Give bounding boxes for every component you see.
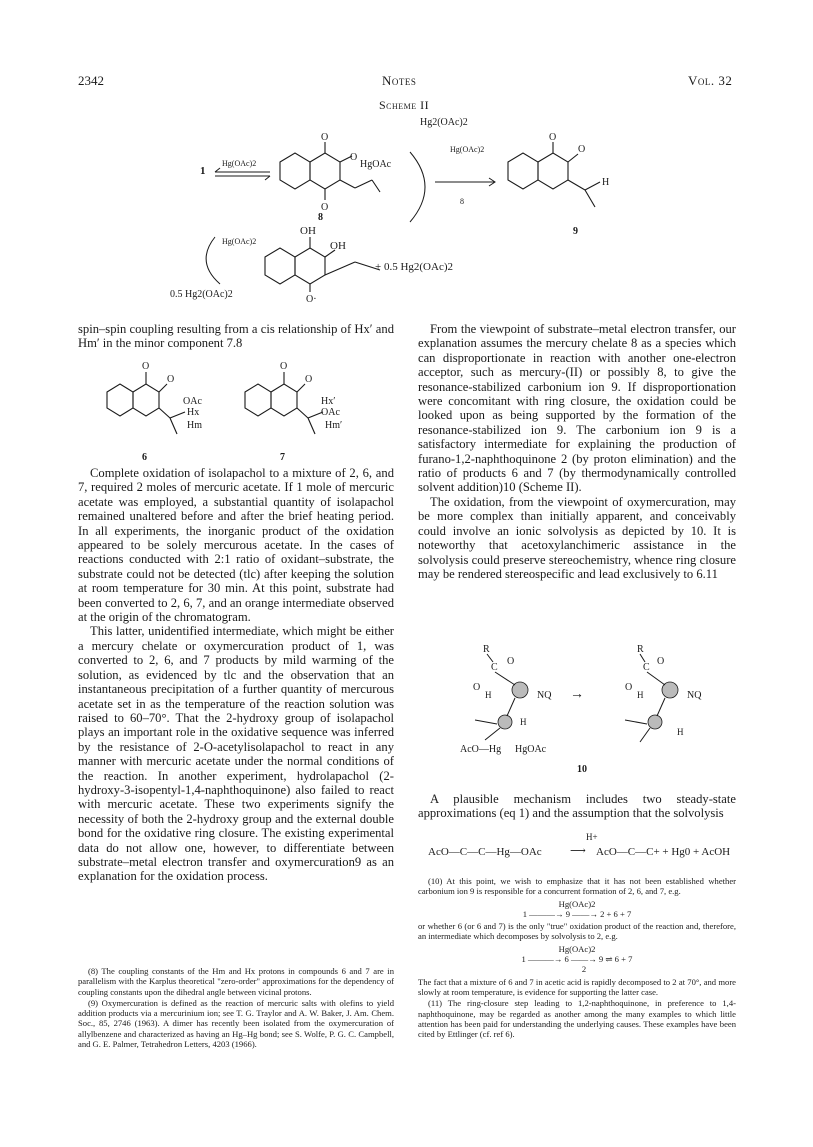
svg-text:H: H	[602, 177, 610, 188]
compound-1-label: 1	[200, 165, 206, 177]
label-7: 7	[280, 452, 285, 463]
svg-text:NQ: NQ	[537, 690, 552, 701]
fn10-scheme-2-below: 2	[581, 964, 587, 975]
fn10-scheme-2-reagent: Hg(OAc)2	[558, 943, 596, 954]
oh-1: OH	[300, 225, 316, 237]
plus-hg2: + 0.5 Hg2(OAc)2	[375, 261, 453, 273]
svg-text:R: R	[637, 644, 644, 655]
eq1-rhs: AcO—C—C+ + Hg0 + AcOH	[596, 846, 731, 858]
hm-6: Hm	[187, 420, 202, 431]
scheme-title: Scheme II	[379, 98, 430, 112]
fn10-scheme-1-text: 1 ———→ 9 ——→ 2 + 6 + 7	[522, 908, 632, 919]
volume-label: Vol. 32	[688, 73, 733, 88]
eq1-hplus: H+	[586, 832, 598, 842]
footnote-11: (11) The ring-closure step leading to 1,2-naphthoquinone, in preference to 1,4-naphthoquinone, may be regarded as another among the many examples to which little attention has been paid for understanding the underlying causes. These examples have been cited by Ettlinger (cf. ref 6).	[418, 998, 736, 1040]
svg-text:O: O	[473, 682, 481, 693]
svg-text:H: H	[485, 690, 492, 700]
footnote-10a: (10) At this point, we wish to emphasize that it has not been established whether carbonium ion 9 is responsible for a concurrent formation of 2, 6, and 7, e.g.	[418, 876, 736, 897]
bottom-product: 0.5 Hg2(OAc)2	[170, 289, 233, 300]
svg-text:8: 8	[460, 197, 464, 206]
left-column-body	[78, 466, 394, 884]
left-paragraph-2: This latter, unidentified intermediate, which might be either a mercury chelate or oxymercuration product of 1, was converted to 2, 6, and 7 products by mild warming of the solution, as evidenced by tlc and the observation that an instantaneous precipitation of a further quantity of mercurous acetate set in as the temperature of the reaction solution was raised to 60–70°. That the 2-hydroxy group of isolapachol plays an important role in the oxidative sequence was inferred by the resistance of 2-O-acetylisolapachol to react in any manner with mercuric acetate under the normal conditions of the reaction. In another experiment, hydrolapachol (2-hydroxy-3-isopentyl-1,4-naphthoquinone) also failed to react with mercuric acetate. These two experiments signify the necessity of both the 2-hydroxy group and the external double bond for the oxidative ring closure. The existing experimental data do not allow one, however, to differentiate between substrate–metal electron transfer and oxymercuration9 as an explanation for the oxidation process.	[78, 624, 394, 884]
reaction-arrow-10: →	[570, 687, 584, 702]
oac-6: OAc	[183, 396, 202, 407]
equation-1	[428, 832, 738, 868]
svg-text:R: R	[483, 644, 490, 655]
right-footnotes	[418, 876, 736, 1040]
oac-7: OAc	[321, 407, 340, 418]
svg-text:O: O	[507, 656, 515, 667]
label-6: 6	[142, 452, 147, 463]
o-radical: O·	[306, 294, 317, 305]
right-paragraph-3: A plausible mechanism includes two steady-state approximations (eq 1) and the assumption that the solvolysis	[418, 792, 736, 821]
svg-text:H: H	[637, 690, 644, 700]
svg-text:O: O	[350, 152, 358, 163]
hx-7: Hx′	[321, 396, 336, 407]
right-paragraph-2: The oxidation, from the viewpoint of oxymercuration, may be more complex than initially apparent, and conceivably could involve an ionic solvolysis as depicted by 10. It is noteworthy that acetoxylanchimeric assistance in the solvolysis could preserve stereochemistry, whence ring closure may be rendered stereospecific and lead exclusively to 6.11	[418, 494, 736, 581]
svg-text:C: C	[643, 662, 650, 673]
compound-8-structure	[280, 142, 380, 200]
svg-text:O: O	[625, 682, 633, 693]
scheme-ii-figure	[150, 112, 710, 312]
footnote-10c: The fact that a mixture of 6 and 7 in acetic acid is rapidly decomposed to 2 at 70°, and more slowly at room temperature, is evidence for supporting the latter case.	[418, 976, 736, 997]
left-footnotes	[78, 966, 394, 1050]
svg-text:O: O	[321, 202, 329, 213]
left-paragraph-1: Complete oxidation of isolapachol to a mixture of 2, 6, and 7, required 2 moles of mercuric acetate. If 1 mole of mercuric acetate was employed, a substantial quantity of isolapachol remained unaltered before and after the brief heating period. In all experiments, the inorganic product of the oxidation appeared to be solely mercurous acetate. In the cases of reactions conducted with 2:1 ratio of oxidant–substrate, the substrate could not be detected (tlc) after keeping the solution at room temperature for 30 min. At this point, substrate had been converted to 2, 6, 7, and an orange intermediate observed at the origin of the chromatogram.	[78, 466, 394, 625]
hgoac2-arrow-label: Hg(OAc)2	[222, 159, 257, 168]
fn10-scheme-2	[418, 944, 736, 975]
svg-text:Hg(OAc)2: Hg(OAc)2	[222, 237, 257, 246]
curved-arrow	[410, 152, 425, 222]
svg-text:O: O	[305, 374, 313, 385]
svg-text:C: C	[491, 662, 498, 673]
right-column	[418, 322, 736, 581]
svg-text:NQ: NQ	[687, 690, 702, 701]
lower-structure	[265, 237, 380, 292]
structures-6-7	[95, 352, 395, 467]
left-column	[78, 322, 394, 351]
hm-7: Hm′	[325, 420, 343, 431]
compound-8-label: 8	[318, 212, 323, 223]
label-10: 10	[577, 764, 587, 775]
svg-text:O: O	[657, 656, 665, 667]
fn10-scheme-1-reagent: Hg(OAc)2	[558, 898, 596, 909]
compound-9-label: 9	[573, 226, 578, 237]
svg-text:H: H	[520, 717, 527, 727]
svg-text:O: O	[549, 132, 557, 143]
compound-9-structure	[508, 142, 600, 207]
left-intro: spin–spin coupling resulting from a cis relationship of Hx′ and Hm′ in the minor component 7.8	[78, 322, 394, 351]
hgoac-group: HgOAc	[360, 159, 392, 170]
eq1-arrow: ⟶	[570, 845, 586, 857]
right-paragraph-1: From the viewpoint of substrate–metal electron transfer, our explanation assumes the mercury chelate 8 as a species which can disproportionate in reaction with another one-electron acceptor, such as mercury-(II) or possibly 8, to give the resonance-stabilized carbonium ion 9. If disproportionation were concomitant with ring closure, the oxidation could be looked upon as being supported by the formation of the resonance-stabilized ion 9. The carbonium ion 9 is a satisfactory intermediate for explaining the production of furano-1,2-naphthoquinone 2 (by proton elimination) and the ratio of products 6 and 7 (by thermodynamically controlled solvent addition)10 (Scheme II).	[418, 322, 736, 495]
svg-text:O: O	[167, 374, 175, 385]
eq1-lhs: AcO—C—C—Hg—OAc	[428, 846, 542, 858]
running-head: Notes	[382, 73, 417, 88]
svg-text:H: H	[677, 727, 684, 737]
footnote-9: (9) Oxymercuration is defined as the reaction of mercuric salts with olefins to yield addition products via a mercurinium ion; see T. G. Traylor and A. W. Baker, J. Am. Chem. Soc., 85, 2746 (1963). A dimer has recently been isolated from the oxymercuration of allylbenzene and characterized as having an Hg–Hg bond; see S. Wolfe, P. G. C. Campbell, and G. E. Palmer, Tetrahedron Letters, 4203 (1966).	[78, 997, 394, 1050]
svg-text:O: O	[578, 144, 586, 155]
fn10-scheme-2-text: 1 ———→ 6 ——→ 9 ⇌ 6 + 7	[521, 954, 633, 965]
hx-6: Hx	[187, 407, 200, 418]
svg-text:Hg(OAc)2: Hg(OAc)2	[450, 145, 485, 154]
hgoac-10: HgOAc	[515, 744, 547, 755]
fn10-scheme-1	[418, 899, 736, 920]
right-column-2	[418, 792, 736, 821]
reagent-top: Hg2(OAc)2	[420, 117, 468, 128]
aco-hg: AcO—Hg	[460, 744, 502, 755]
page-number: 2342	[78, 73, 104, 88]
structure-10	[455, 640, 735, 775]
svg-text:O: O	[142, 361, 150, 372]
oh-2: OH	[330, 240, 346, 252]
footnote-8: (8) The coupling constants of the Hm and Hx protons in compounds 6 and 7 are in parallelism with the Karplus theoretical "zero-order" approximations for the dependency of coupling constants upon the dihedral angle between vicinal protons.	[78, 966, 394, 997]
footnote-10b: or whether 6 (or 6 and 7) is the only "true" oxidation product of the reaction and, therefore, an intermediate which decomposes by solvolysis to 2, e.g.	[418, 921, 736, 942]
svg-text:O: O	[280, 361, 288, 372]
o-top-8: O	[321, 132, 329, 143]
